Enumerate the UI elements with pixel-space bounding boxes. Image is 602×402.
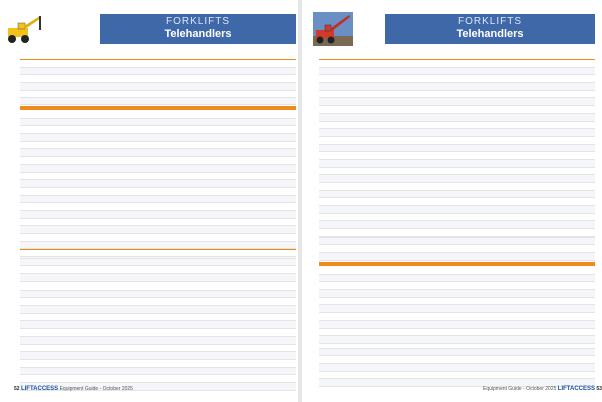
table-row [20,291,296,299]
table-row [20,111,296,119]
table-row [319,305,595,313]
table-row [319,198,595,206]
table-row [20,211,296,219]
table-row [20,68,296,76]
table-row [319,282,595,290]
page-number: 53 [596,386,602,392]
table-row [319,191,595,199]
page-header [385,14,595,44]
table-row [20,306,296,314]
subcategory-title: Telehandlers [164,28,232,40]
page-footer [483,386,602,392]
table-row [20,134,296,142]
table-row [319,341,595,349]
guide-label: Equipment Guide - October 2025 [59,386,133,392]
table-row [20,259,296,267]
spec-table [319,230,595,261]
left-page [4,0,297,402]
table-row [20,98,296,106]
table-row [319,98,595,106]
table-row [20,157,296,165]
table-row [319,168,595,176]
telehandler-photo [4,12,44,46]
table-row [20,368,296,376]
table-row [20,375,296,383]
category-title: FORKLIFTS [165,16,230,27]
table-row [20,314,296,322]
table-row [20,149,296,157]
table-row [319,290,595,298]
page-gutter [298,0,302,402]
table-row [20,266,296,274]
table-row [20,165,296,173]
table-row [319,214,595,222]
table-row [20,360,296,368]
spec-table [319,267,595,344]
table-row [319,321,595,329]
table-row [319,275,595,283]
spec-table [20,90,296,105]
table-row [20,274,296,282]
table-row [20,196,296,204]
table-row [20,60,296,68]
table-row [20,219,296,227]
table-row [319,60,595,68]
table-row [20,298,296,306]
table-row [319,364,595,372]
table-row [319,206,595,214]
table-row [20,321,296,329]
table-row [319,267,595,275]
category-title: FORKLIFTS [457,16,522,27]
table-row [319,129,595,137]
table-row [20,251,296,259]
table-row [319,253,595,261]
table-row [319,91,595,99]
table-row [319,183,595,191]
table-row [319,238,595,246]
table-row [319,349,595,357]
spec-table [20,111,296,265]
table-row [20,75,296,83]
right-page [303,0,602,402]
spec-table [319,60,595,245]
table-row [319,298,595,306]
table-row [20,352,296,360]
table-row [319,106,595,114]
table-row [20,119,296,127]
section-divider [20,106,296,110]
spec-table [20,60,296,91]
table-row [20,345,296,353]
table-row [20,203,296,211]
table-row [20,226,296,234]
table-row [319,145,595,153]
section-divider [319,262,595,266]
table-row [319,122,595,130]
brand-logo: LIFTACCESS [557,386,596,392]
table-row [20,173,296,181]
table-row [20,337,296,345]
table-row [319,230,595,238]
table-row [319,313,595,321]
spec-table [20,283,296,391]
spec-table [319,341,595,387]
table-row [20,234,296,242]
table-row [20,90,296,98]
page-footer [14,386,133,392]
table-row [319,83,595,91]
table-row [20,283,296,291]
page-number: 52 [14,386,20,392]
table-row [319,152,595,160]
column-header-row [319,47,595,60]
table-row [319,356,595,364]
table-row [319,160,595,168]
table-row [20,188,296,196]
table-row [319,329,595,337]
table-row [319,114,595,122]
table-row [319,245,595,253]
table-row [319,75,595,83]
table-row [319,175,595,183]
telehandler-photo [313,12,353,46]
page-header [100,14,296,44]
table-row [319,137,595,145]
table-row [319,68,595,76]
table-row [20,142,296,150]
brand-logo: LIFTACCESS [20,386,59,392]
table-row [20,242,296,250]
guide-label: Equipment Guide - October 2025 [483,386,557,392]
subcategory-title: Telehandlers [456,28,524,40]
table-row [319,372,595,380]
table-row [20,180,296,188]
table-row [20,126,296,134]
spec-table [20,251,296,282]
table-row [20,329,296,337]
column-header-row [20,47,296,60]
table-row [319,221,595,229]
